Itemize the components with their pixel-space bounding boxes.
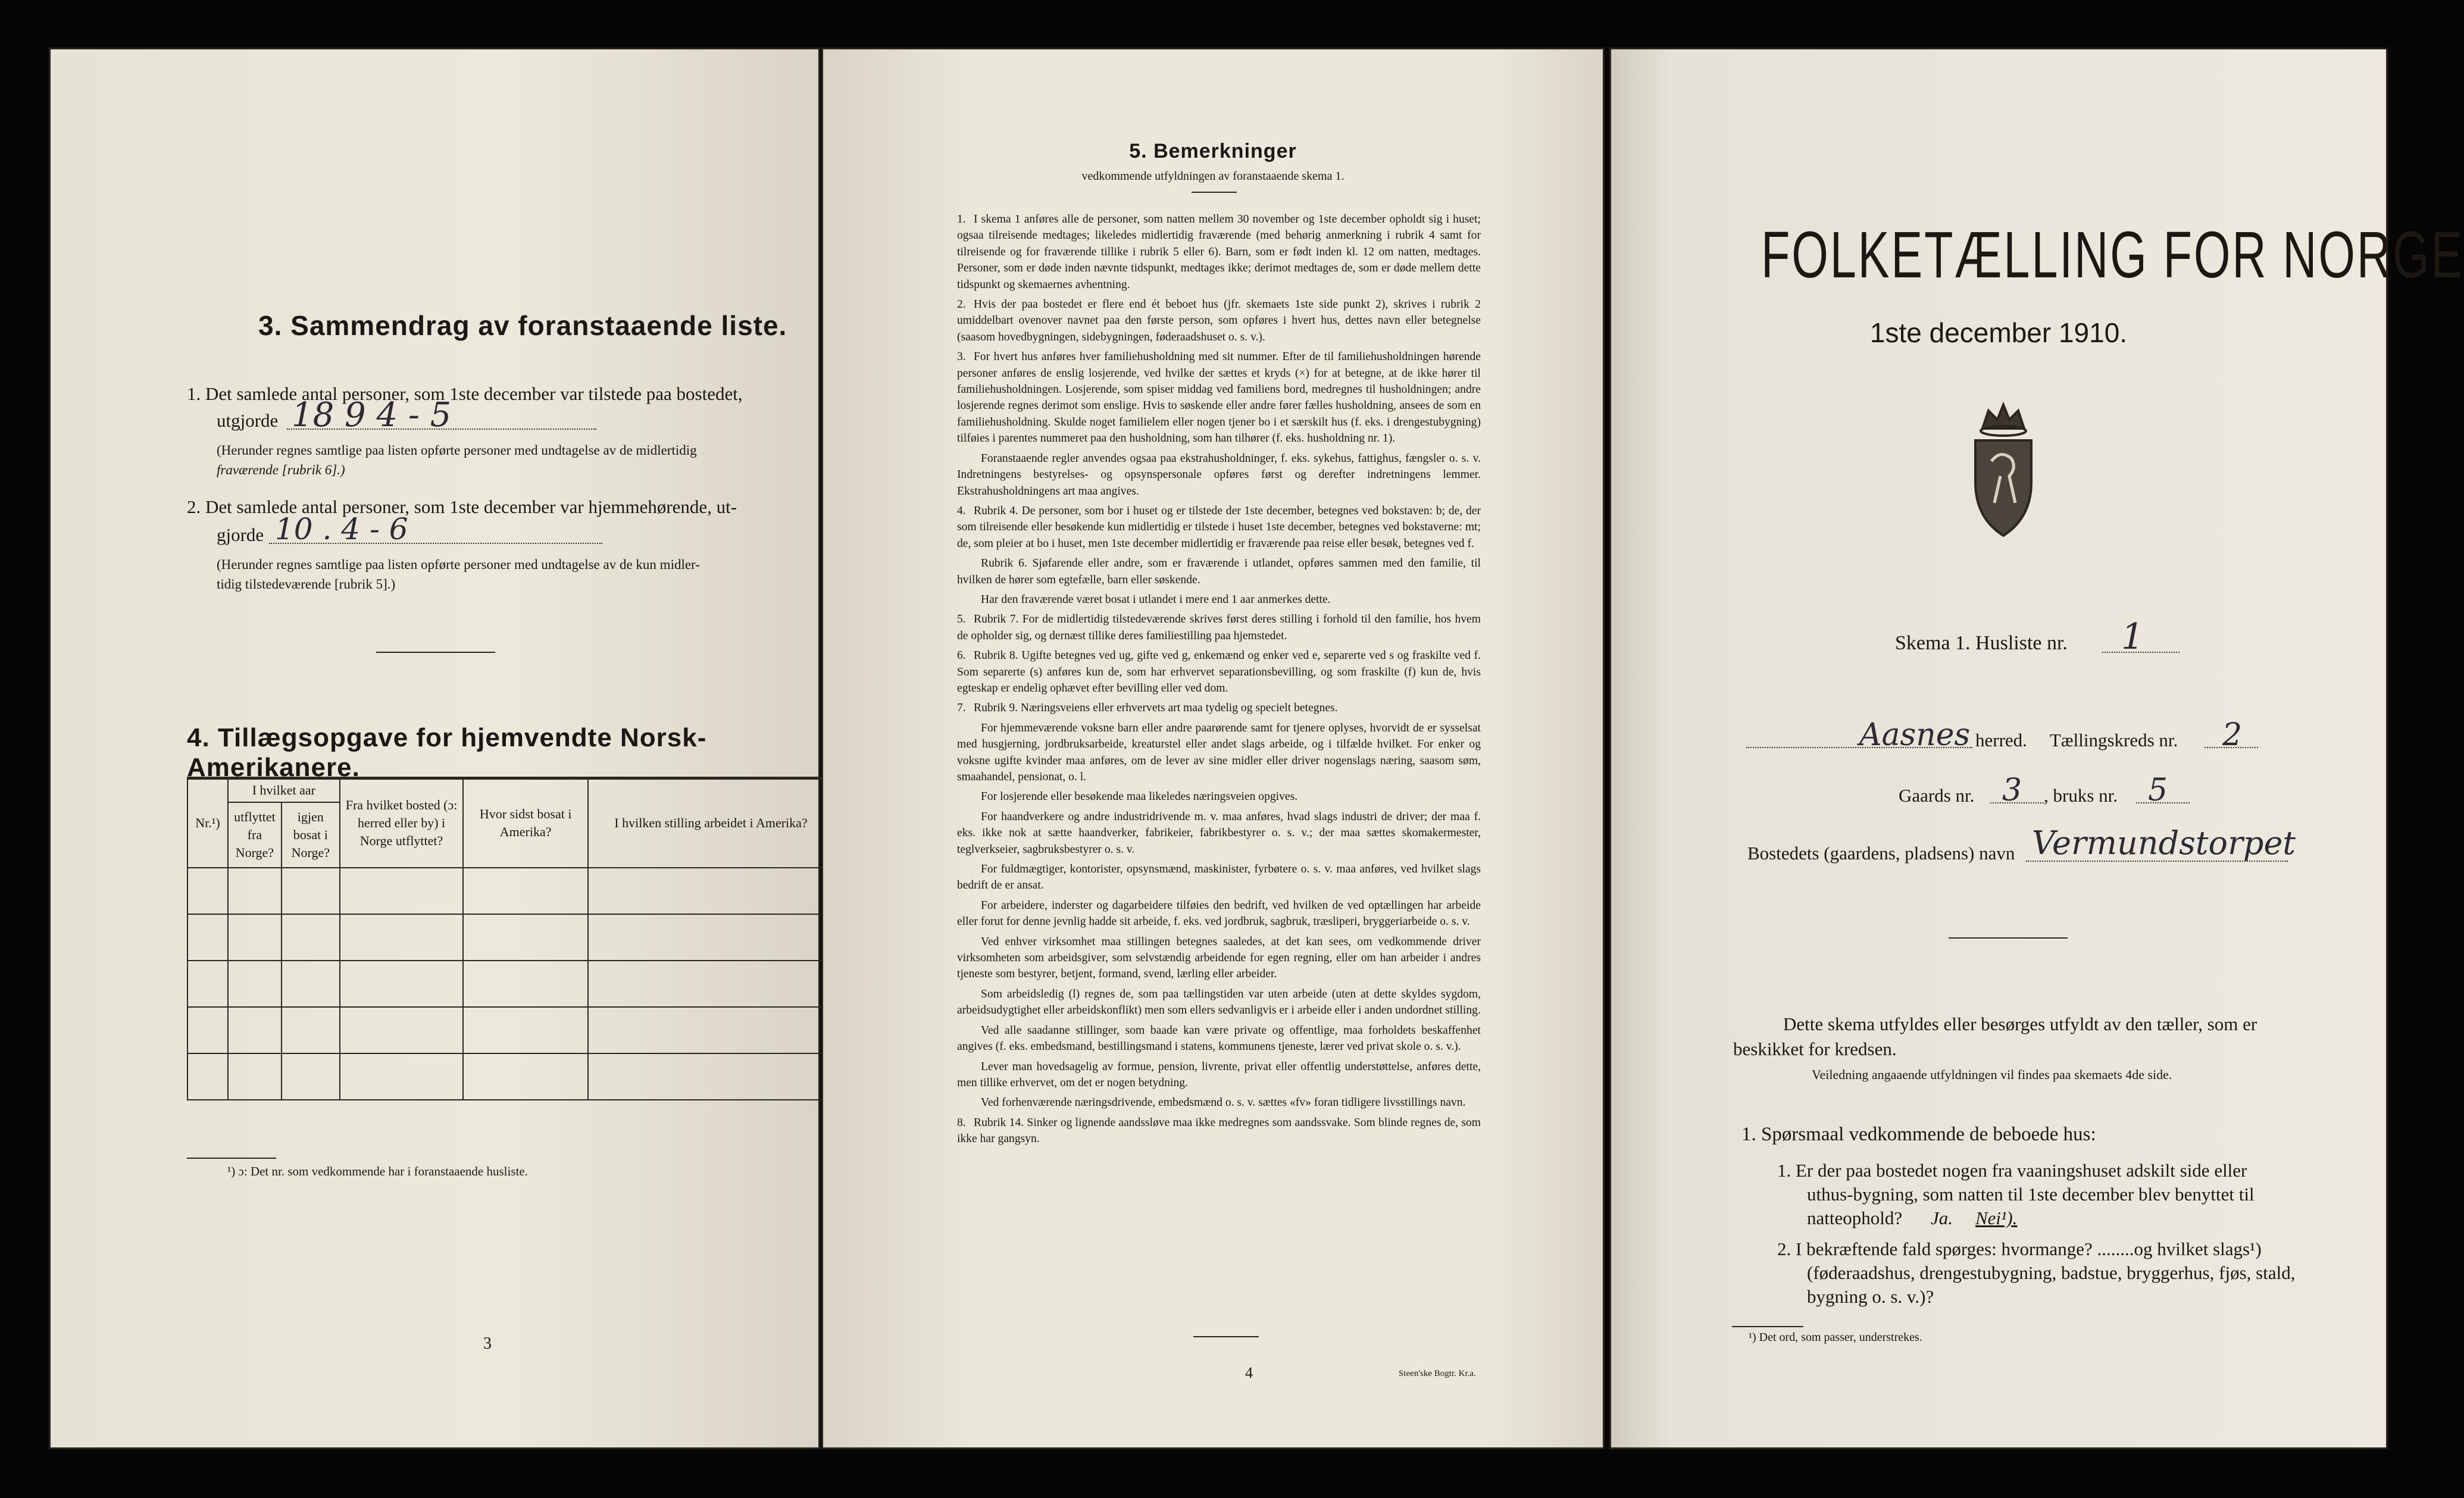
question-1-2a: 2. I bekræftende fald spørges: hvormange? ........og hvilket slags¹) bbox=[1777, 1239, 2262, 1259]
remark-text: For haandverkere og andre industridrivende m. v. maa anføres, hvad slags industri de driver; der maa f. eks. ikke nok at sætte haandverker, fabrikeier, fabrikbestyrer o. s. v.; der maa sættes skomakermester, teglverkseier, sagbruksbestyrer o. s. v. bbox=[957, 810, 1481, 856]
remark-text: Rubrik 4. De personer, som bor i huset og er tilstede der 1ste december, betegnes ved bokstaven: b; de, der som tilreisende eller besøkende kun midlertidig er tilstede i huset 1ste december, betegnes ved bokstaverne: mt; de, som pleier at bo i huset, men 1ste december midlertidig er fraværende paa reise eller besøk, betegnes ved f. bbox=[957, 504, 1481, 550]
item2-note2: tidig tilstedeværende [rubrik 5].) bbox=[217, 577, 396, 592]
census-date: 1ste december 1910. bbox=[1869, 317, 2128, 348]
krets-value: 2 bbox=[2222, 717, 2243, 753]
table-row bbox=[187, 1007, 834, 1053]
printer-mark: Steen'ske Bogtr. Kr.a. bbox=[1399, 1369, 1476, 1378]
bosted-label: Bostedets (gaardens, pladsens) navn bbox=[1747, 843, 2015, 864]
remark-paragraph bbox=[957, 700, 1481, 716]
herred-label: herred. bbox=[1975, 730, 2027, 750]
page-number: 4 bbox=[1245, 1364, 1253, 1381]
krets-label: Tællingskreds nr. bbox=[2050, 730, 2178, 750]
remark-paragraph bbox=[957, 296, 1481, 345]
document-title: FOLKETÆLLING FOR NORGE bbox=[1761, 218, 2464, 292]
coat-of-arms-icon bbox=[1965, 393, 2042, 542]
table-row bbox=[187, 1053, 834, 1100]
remark-text: For hjemmeværende voksne barn eller andre paarørende samt for tjenere oplyses, hvorvidt de er sysselsat med husgjerning, jordbruksarbeide, kreaturstel eller andet slags arbeide, og i tilfælde hvilket. For enker og voksne ugifte kvinder maa anføres, om de lever av sine midler eller driver nogenslags næring, saasom søm, smaahandel, pensionat, o. l. bbox=[957, 721, 1481, 783]
page-number: 3 bbox=[483, 1334, 492, 1353]
col-hvor-sidst-bosat: Hvor sidst bosat i Amerika? bbox=[463, 778, 588, 868]
bruks-label: , bruks nr. bbox=[2044, 785, 2118, 806]
norsk-amerikanere-table bbox=[187, 777, 834, 1100]
remark-number: 7. bbox=[957, 702, 966, 715]
intro-line3: Veiledning angaaende utfyldningen vil findes paa skemaets 4de side. bbox=[1812, 1067, 2172, 1082]
remark-paragraph bbox=[957, 1022, 1481, 1055]
herred-value: Aasnes bbox=[1859, 717, 1971, 753]
remarks-list bbox=[957, 211, 1481, 1151]
page-3-summary bbox=[49, 48, 820, 1449]
remark-text: Lever man hovedsagelig av formue, pension, livrente, privat eller offentlig understøttelse, anføres dette, men tillike erhvervet, om det er nogen betydning. bbox=[957, 1060, 1481, 1089]
question-1-1c: natteophold? bbox=[1807, 1208, 1903, 1228]
remark-number: 1. bbox=[957, 213, 966, 226]
remark-text: For hvert hus anføres hver familiehusholdning med sit nummer. Efter de til familiehusholdningen hørende personer anføres de enslig losjerende, ved hvilke der sættes et kryds (×) for at betegne, at de ikke hører til familiehusholdningen. Losjerende, som spiser middag ved familiens bord, medregnes til husholdningen; andre losjerende regnes derimot som enslige. Hvis to søskende eller andre fører fælles husholdning, ansees de som en familiehusholdning. Skulde noget familielem eller nogen tjener bo i et særskilt hus (f. eks. i drengestubygning) tilføies i parentes nummeret paa den husholdning, som han tilhører (f. eks. husholdning nr. 1). bbox=[957, 351, 1481, 445]
remark-paragraph bbox=[957, 897, 1481, 930]
intro-line2: beskikket for kredsen. bbox=[1733, 1039, 1897, 1059]
item2-text: 2. Det samlede antal personer, som 1ste december var hjemmehørende, ut- bbox=[187, 496, 737, 517]
remark-paragraph bbox=[957, 451, 1481, 499]
question-1-1a: 1. Er der paa bostedet nogen fra vaaningshuset adskilt side eller bbox=[1777, 1160, 2247, 1181]
remark-text: Ved forhenværende næringsdrivende, embedsmænd o. s. v. sættes «fv» foran tidligere livsstillings navn. bbox=[981, 1096, 1466, 1109]
gaards-value: 3 bbox=[2002, 773, 2022, 808]
footnote: ¹) ɔ: Det nr. som vedkommende har i foranstaaende husliste. bbox=[227, 1164, 528, 1178]
remark-text: Har den fraværende været bosat i utlandet i mere end 1 aar anmerkes dette. bbox=[981, 593, 1331, 606]
remark-paragraph bbox=[957, 211, 1481, 293]
remark-number: 6. bbox=[957, 649, 966, 662]
remark-paragraph bbox=[957, 1094, 1481, 1111]
remark-paragraph bbox=[957, 503, 1481, 552]
item1-value: 18 9 4 - 5 bbox=[292, 396, 452, 434]
remark-number: 8. bbox=[957, 1116, 966, 1129]
page-4-remarks bbox=[821, 48, 1605, 1449]
remark-paragraph bbox=[957, 1115, 1481, 1147]
col-igjen-bosat: igjen bosat i Norge? bbox=[282, 802, 340, 868]
remark-number: 3. bbox=[957, 351, 966, 364]
remark-paragraph bbox=[957, 861, 1481, 894]
remark-text: Som arbeidsledig (l) regnes de, som paa tællingstiden var uten arbeide (uten at dette skyldes sygdom, arbeidsudygtighet eller arbeidskonflikt) men som ellers sedvanligvis er i arbeide eller i anden undordnet stilling. bbox=[957, 987, 1481, 1017]
footnote: ¹) Det ord, som passer, understrekes. bbox=[1749, 1331, 1922, 1344]
item1-label: utgjorde bbox=[217, 410, 279, 431]
item2-value: 10 . 4 - 6 bbox=[275, 512, 408, 546]
remark-number: 4. bbox=[957, 504, 966, 517]
remark-number: 2. bbox=[957, 298, 966, 311]
remark-text: Rubrik 14. Sinker og lignende aandssløve maa ikke medregnes som aandssvake. Som blinde regnes de, som ikke har gangsyn. bbox=[957, 1116, 1481, 1146]
remark-paragraph bbox=[957, 611, 1481, 644]
husliste-nr: 1 bbox=[2121, 616, 2144, 658]
bruks-value: 5 bbox=[2148, 773, 2168, 808]
question-1-2b: (føderaadshus, drengestubygning, badstue, bryggerhus, fjøs, stald, bbox=[1807, 1262, 2296, 1283]
col-nr: Nr.¹) bbox=[187, 778, 228, 868]
remarks-heading: 5. Bemerkninger bbox=[1129, 140, 1297, 162]
col-stilling: I hvilken stilling arbeidet i Amerika? bbox=[588, 778, 834, 868]
remark-text: Rubrik 9. Næringsveiens eller erhvervets art maa tydelig og specielt betegnes. bbox=[974, 702, 1338, 715]
question-1-2c: bygning o. s. v.)? bbox=[1807, 1286, 1934, 1307]
remark-paragraph bbox=[957, 720, 1481, 786]
footnote-rule bbox=[187, 1158, 276, 1159]
remark-text: For fuldmægtiger, kontorister, opsynsmænd, maskinister, fyrbøtere o. s. v. maa anføres, ved hvilket slags bedrift de er ansat. bbox=[957, 863, 1481, 892]
remark-number: 5. bbox=[957, 613, 966, 626]
remark-text: Ved alle saadanne stillinger, som baade kan være private og offentlige, maa forholdets beskaffenhet angives (f. eks. embedsmand, bestillingsmand i statens, kommunens tjeneste, lærer ved privat skole o. s. v.). bbox=[957, 1024, 1481, 1053]
table-row bbox=[187, 868, 834, 914]
remark-text: I skema 1 anføres alle de personer, som natten mellem 30 november og 1ste december opholdt sig i huset; ogsaa tilreisende medtages; likeledes midlertidig fraværende (med behørig anmerkning i rubrik 4 samt for tilreisende og for fraværende tillike i rubrik 5 eller 6). Barn, som er født inden kl. 12 om natten, medtages. Personer, som er døde inden nævnte tidspunkt, medtages ikke; derimot medtages de, som er døde mellem dette tidspunkt og skemaernes avhentning. bbox=[957, 213, 1481, 291]
end-rule bbox=[1193, 1336, 1259, 1337]
answer-ja: Ja. bbox=[1931, 1208, 1953, 1228]
remark-paragraph bbox=[957, 648, 1481, 696]
item1-note2: fraværende [rubrik 6].) bbox=[217, 462, 345, 477]
footnote-rule bbox=[1732, 1326, 1803, 1327]
heading-rule bbox=[1192, 192, 1237, 193]
front-page bbox=[1609, 48, 2464, 1449]
remark-paragraph bbox=[957, 555, 1481, 588]
intro-line1: Dette skema utfyldes eller besørges utfyldt av den tæller, som er bbox=[1783, 1014, 2257, 1034]
remark-text: For arbeidere, inderster og dagarbeidere tilføies den bedrift, ved hvilken de ved optællingen har arbeide eller forut for denne jevnlig hadde sit arbeide, f. eks. ved jordbruk, sagbruk, træsliperi, bryggeriarbeide o. s. v. bbox=[957, 899, 1481, 928]
schema-label: Skema 1. Husliste nr. bbox=[1895, 632, 2068, 654]
remark-text: For losjerende eller besøkende maa likeledes næringsveien opgives. bbox=[981, 790, 1298, 803]
gaards-label: Gaards nr. bbox=[1899, 785, 1975, 806]
answer-nei: Nei¹). bbox=[1975, 1208, 2018, 1228]
table-row bbox=[187, 961, 834, 1007]
table-row bbox=[187, 914, 834, 961]
remark-paragraph bbox=[957, 592, 1481, 608]
remarks-subheading: vedkommende utfyldningen av foranstaaende skema 1. bbox=[1081, 170, 1344, 183]
item2-note1: (Herunder regnes samtlige paa listen opførte personer med undtagelse av de kun midler- bbox=[217, 557, 700, 572]
section-3-title: 3. Sammendrag av foranstaaende liste. bbox=[258, 310, 787, 341]
remark-paragraph bbox=[957, 809, 1481, 858]
remark-paragraph bbox=[957, 934, 1481, 983]
remark-paragraph bbox=[957, 789, 1481, 805]
remark-paragraph bbox=[957, 349, 1481, 446]
remark-text: Rubrik 6. Sjøfarende eller andre, som er fraværende i utlandet, opføres sammen med den familie, til hvilken de hører som egtefælle, barn eller søskende. bbox=[957, 557, 1481, 586]
item2-label: gjorde bbox=[217, 524, 264, 545]
col-fra-hvilket-bosted: Fra hvilket bosted (ɔ: herred eller by) i Norge utflyttet? bbox=[340, 778, 464, 868]
question-1: 1. Spørsmaal vedkommende de beboede hus: bbox=[1741, 1124, 2096, 1145]
question-1-1b: uthus-bygning, som natten til 1ste december blev benyttet til bbox=[1807, 1184, 2255, 1205]
separator-rule bbox=[376, 652, 495, 653]
remark-paragraph bbox=[957, 1059, 1481, 1092]
remark-text: Rubrik 7. For de midlertidig tilstedeværende skrives først deres stilling i forhold til den familie, hos hvem de opholder sig, og dernæst tillike deres familiestilling paa hjemstedet. bbox=[957, 613, 1481, 642]
bosted-value: Vermundstorpet bbox=[2032, 824, 2296, 862]
remark-text: Foranstaaende regler anvendes ogsaa paa ekstrahusholdninger, f. eks. sykehus, fattighus, fængsler o. s. v. Indretningens bestyrelses- og opsynspersonale opføres først og derefter indretningens lemmer. Ekstrahusholdningens art maa angives. bbox=[957, 452, 1481, 498]
remark-text: Hvis der paa bostedet er flere end ét beboet hus (jfr. skemaets 1ste side punkt 2), skrives i rubrik 2 umiddelbart ovenover navnet paa den første person, som opføres i hvert hus, dettes navn eller betegnelse (saasom hovedbygningen, sidebygningen, føderaadshuset o. s. v.). bbox=[957, 298, 1481, 343]
ornament-rule bbox=[1949, 937, 2068, 939]
item1-note1: (Herunder regnes samtlige paa listen opførte personer med undtagelse av de midlertidig bbox=[217, 443, 697, 458]
item1-text: 1. Det samlede antal personer, som 1ste december var tilstede paa bostedet, bbox=[187, 383, 743, 404]
col-utflyttet: utflyttet fra Norge? bbox=[228, 802, 282, 868]
remark-text: Ved enhver virksomhet maa stillingen betegnes saaledes, at det kan sees, om vedkommende driver virksomheten som arbeidsgiver, som selvstændig arbeidende for egen regning, eller om han arbeider i andres tjeneste som bestyrer, betjent, formand, svend, lærling eller arbeider. bbox=[957, 935, 1481, 981]
remark-text: Rubrik 8. Ugifte betegnes ved ug, gifte ved g, enkemænd og enker ved e, separerte ved s og fraskilte ved f. Som separerte (s) anføres kun de, som har erhvervet separationsbevilling, og som fraskilte (f) kun de, hvis egteskap er endelig ophævet efter bevilling eller ved dom. bbox=[957, 649, 1481, 695]
section-4-title: 4. Tillægsopgave for hjemvendte Norsk-Amerikanere. bbox=[187, 723, 707, 782]
remark-paragraph bbox=[957, 986, 1481, 1019]
col-i-hvilket-aar: I hvilket aar bbox=[228, 778, 340, 802]
